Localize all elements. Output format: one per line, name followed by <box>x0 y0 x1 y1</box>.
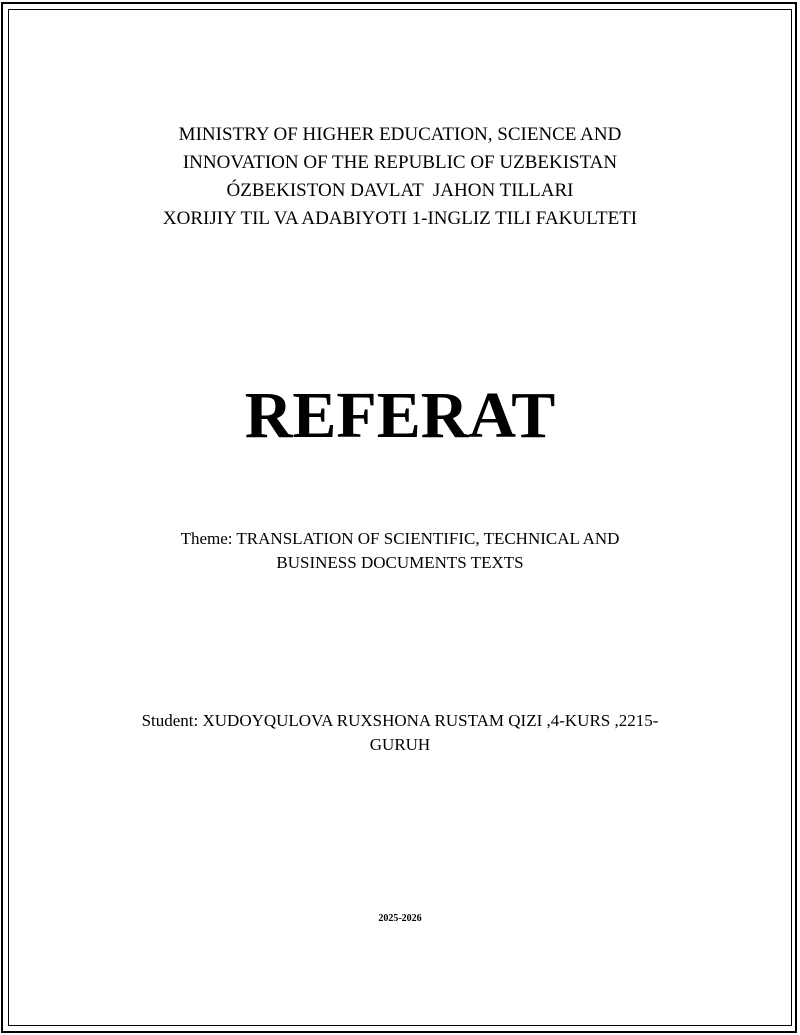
theme-block <box>0 527 800 575</box>
document-title: REFERAT <box>244 379 556 452</box>
student-block <box>0 709 800 757</box>
student-line-1: Student: XUDOYQULOVA RUXSHONA RUSTAM QIZI ,4-KURS ,2215- <box>141 711 659 730</box>
academic-year: 2025-2026 <box>378 913 422 924</box>
header-line-4: XORIJIY TIL VA ADABIYOTI 1-INGLIZ TILI FAKULTETI <box>162 208 638 229</box>
theme-line-2: BUSINESS DOCUMENTS TEXTS <box>276 553 524 572</box>
header-line-3: ÓZBEKISTON DAVLAT JAHON TILLARI <box>226 180 574 201</box>
student-line-2: GURUH <box>369 735 431 754</box>
institution-header <box>0 121 800 233</box>
header-line-2: INNOVATION OF THE REPUBLIC OF UZBEKISTAN <box>182 152 618 173</box>
theme-line-1: Theme: TRANSLATION OF SCIENTIFIC, TECHNICAL AND <box>180 529 620 548</box>
header-line-1: MINISTRY OF HIGHER EDUCATION, SCIENCE AND <box>178 124 622 145</box>
